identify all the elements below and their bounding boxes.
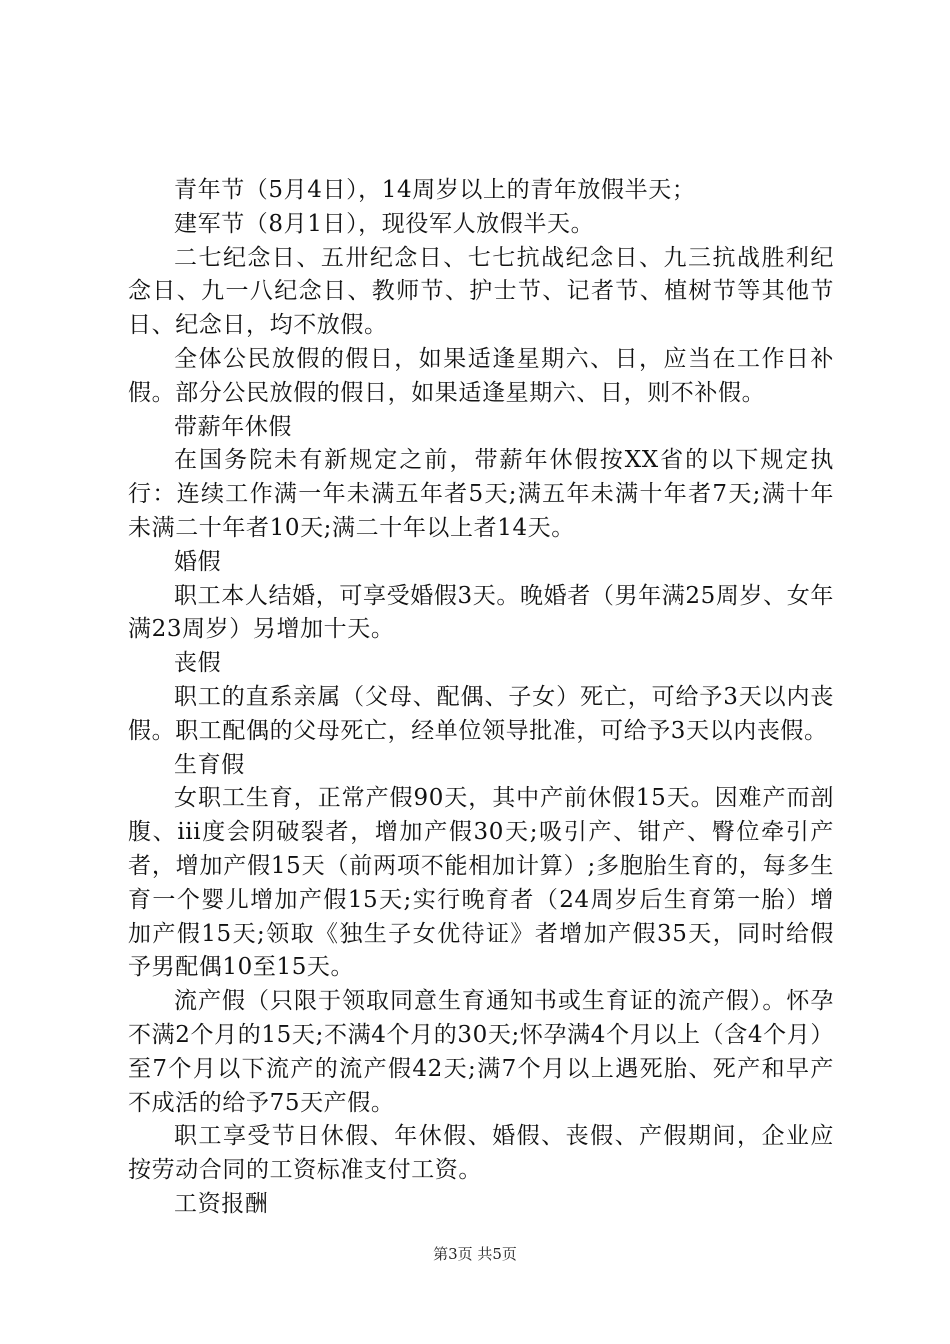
paragraph-bereavement-leave: 职工的直系亲属（父母、配偶、子女）死亡，可给予3天以内丧假。职工配偶的父母死亡，经单位领导批准，可给予3天以内丧假。: [128, 683, 834, 744]
document-body: [128, 174, 834, 1222]
paragraph-annual-leave-rules: 在国务院未有新规定之前，带薪年休假按XX省的以下规定执行：连续工作满一年未满五年者5天;满五年未满十年者7天;满十年未满二十年者10天;满二十年以上者14天。: [128, 447, 834, 541]
heading-maternity-leave: 生育假: [174, 751, 245, 778]
paragraph-miscarriage-leave: 流产假（只限于领取同意生育通知书或生育证的流产假）。怀孕不满2个月的15天;不满4个月的30天;怀孕满4个月以上（含4个月）至7个月以下流产的流产假42天;满7个月以上遇死胎、死产和早产不成活的给予75天产假。: [128, 988, 834, 1116]
page-footer: [0, 1243, 950, 1264]
page-number-label: 第3页 共5页: [433, 1245, 517, 1263]
heading-paid-annual-leave: 带薪年休假: [174, 413, 292, 440]
paragraph-maternity-leave: 女职工生育，正常产假90天，其中产前休假15天。因难产而剖腹、iii度会阴破裂者，增加产假30天;吸引产、钳产、臀位牵引产者，增加产假15天（前两项不能相加计算）;多胞胎生育的，每多生育一个婴儿增加产假15天;实行晚育者（24周岁后生育第一胎）增加产假15天;领取《独生子女优待证》者增加产假35天，同时给假予男配偶10至15天。: [128, 785, 834, 981]
paragraph-leave-wages: 职工享受节日休假、年休假、婚假、丧假、产假期间，企业应按劳动合同的工资标准支付工资。: [128, 1123, 834, 1184]
paragraph-marriage-leave: 职工本人结婚，可享受婚假3天。晚婚者（男年满25周岁、女年满23周岁）另增加十天。: [128, 582, 834, 643]
paragraph-youth-day: 青年节（5月4日），14周岁以上的青年放假半天；: [174, 177, 696, 203]
paragraph-makeup-holiday: 全体公民放假的假日，如果适逢星期六、日，应当在工作日补假。部分公民放假的假日，如果适逢星期六、日，则不补假。: [128, 345, 834, 406]
heading-wage-compensation: 工资报酬: [174, 1190, 269, 1217]
paragraph-army-day: 建军节（8月1日），现役军人放假半天。: [174, 210, 595, 237]
heading-bereavement-leave: 丧假: [174, 650, 222, 677]
heading-marriage-leave: 婚假: [174, 548, 222, 575]
paragraph-memorial-days: 二七纪念日、五卅纪念日、七七抗战纪念日、九三抗战胜利纪念日、九一八纪念日、教师节、护士节、记者节、植树节等其他节日、纪念日，均不放假。: [128, 244, 834, 339]
